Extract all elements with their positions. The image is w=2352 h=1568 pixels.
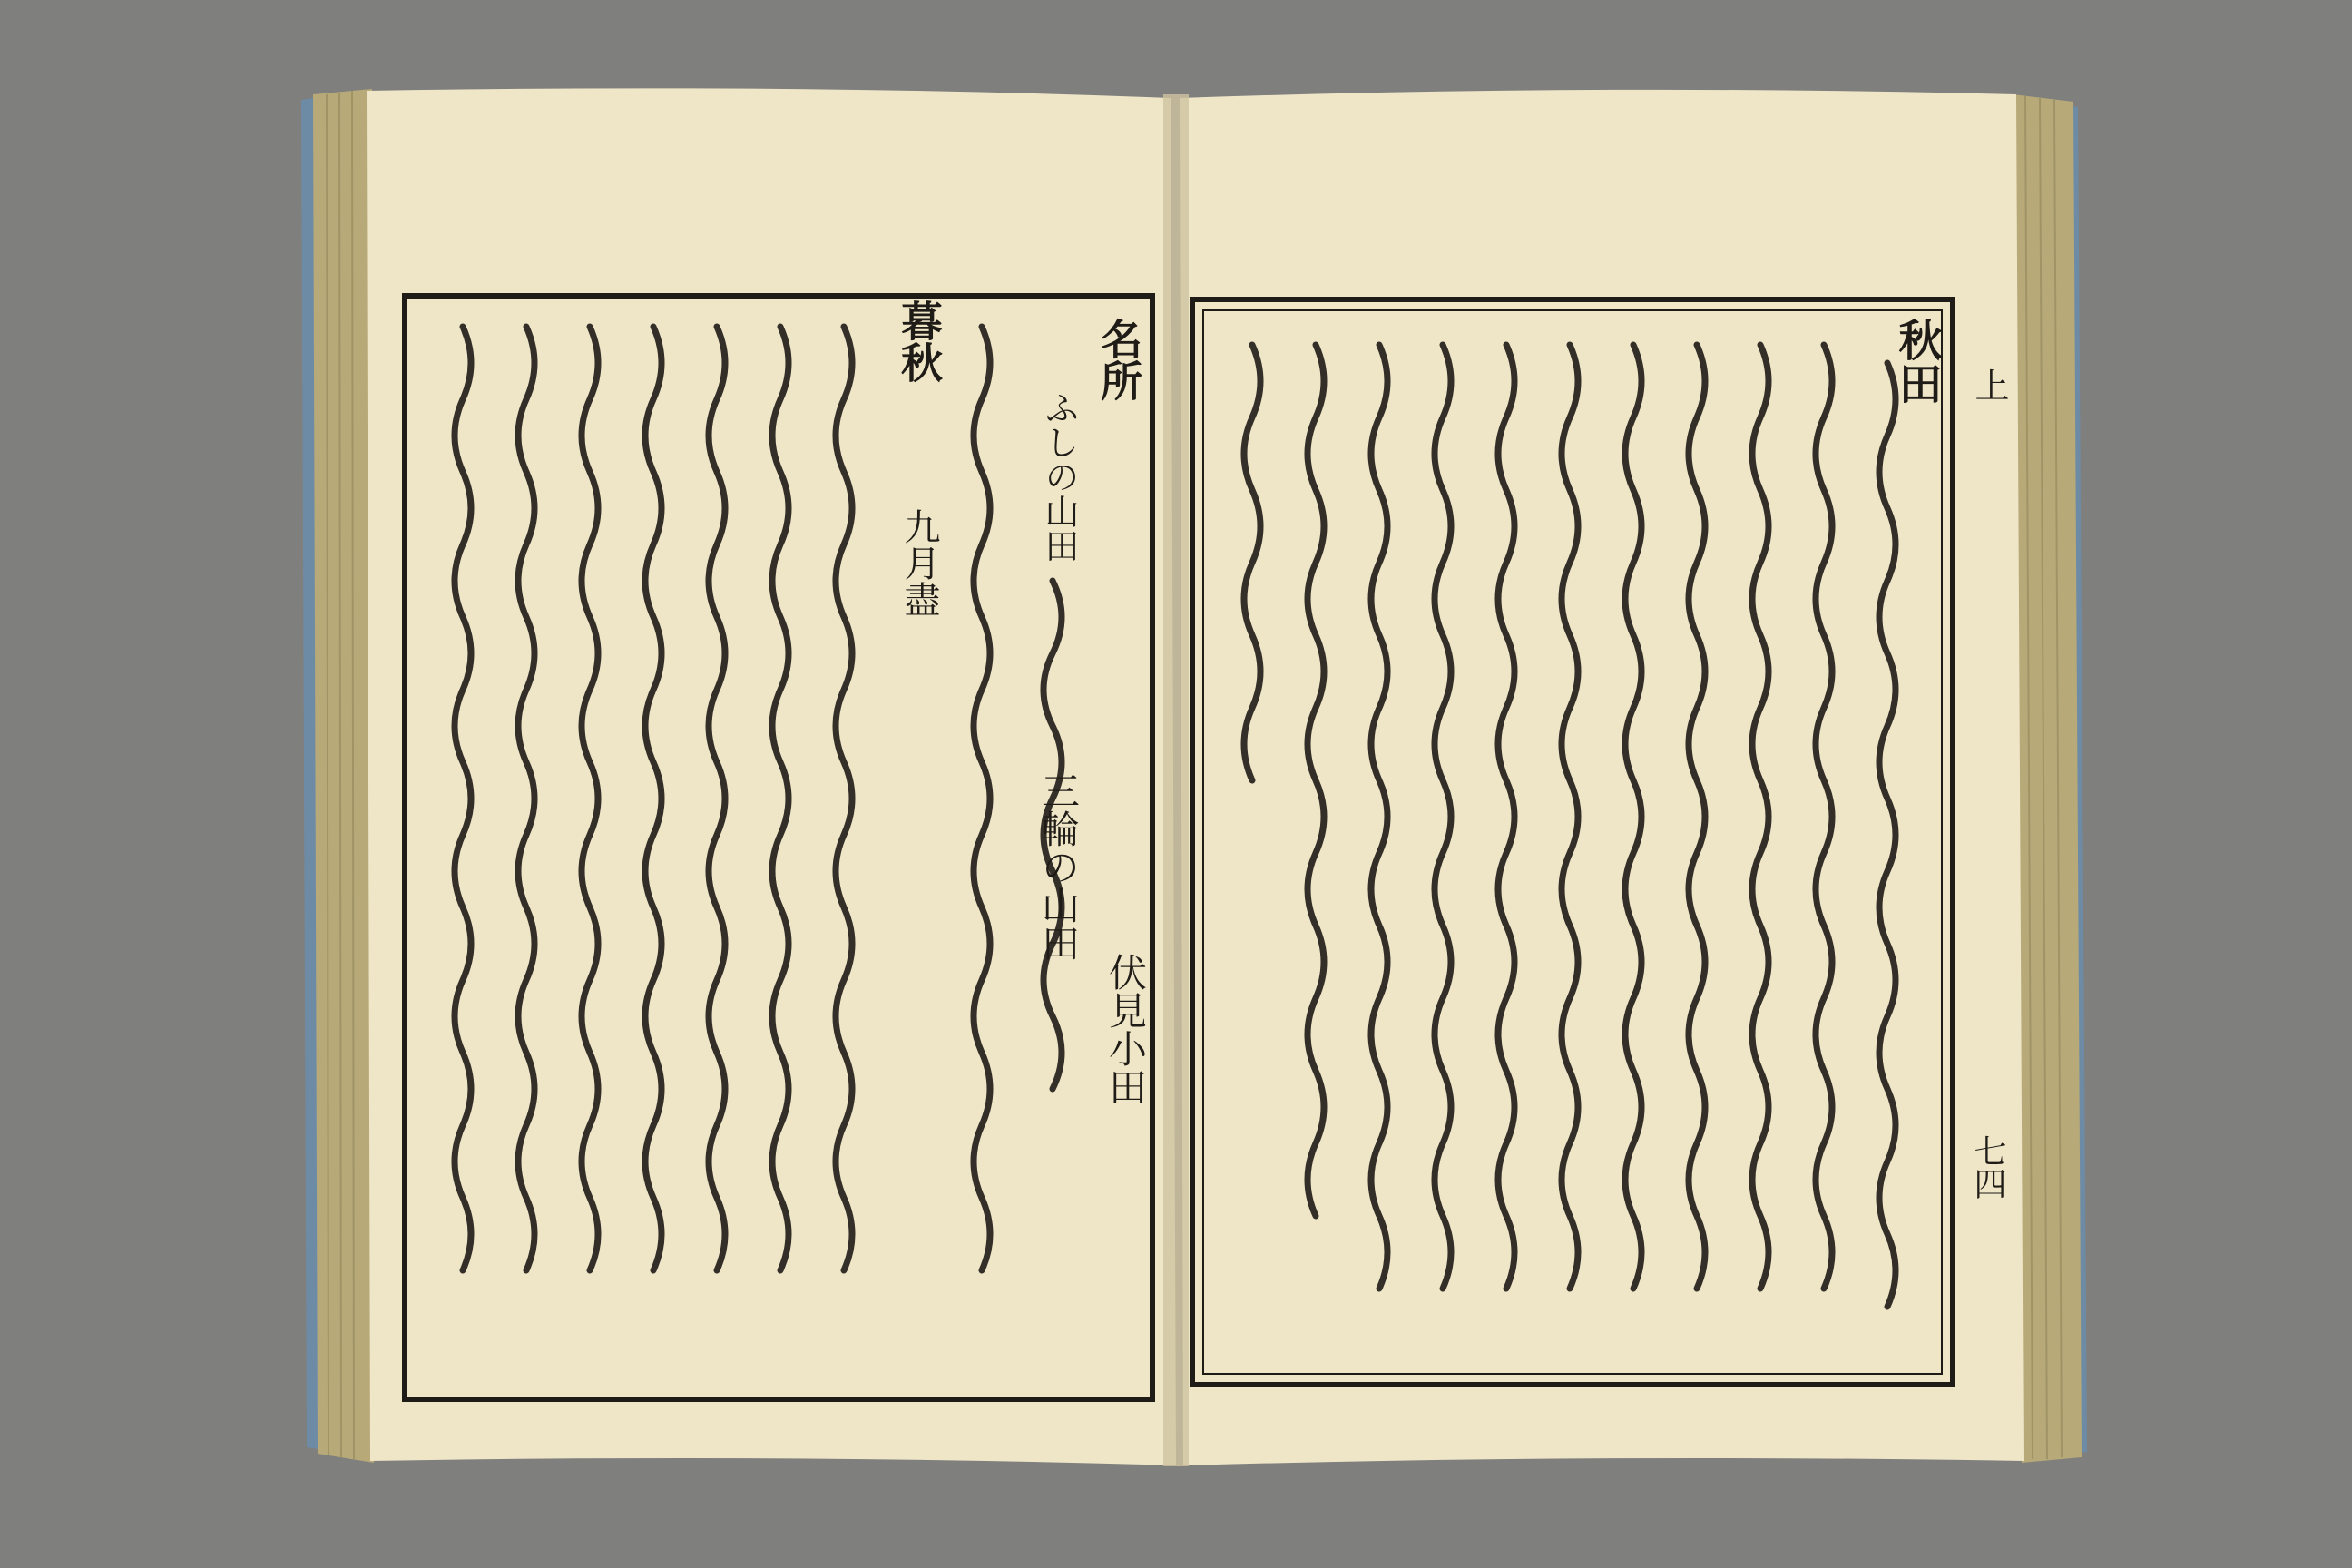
subheading: 九月盡: [898, 508, 940, 617]
place-name-fushimi: 伏見小田: [1103, 953, 1148, 1105]
right-page-heading: 秋田: [1891, 318, 1942, 405]
margin-upper-label: 上: [1969, 368, 2009, 402]
section-heading: 名所: [1094, 318, 1143, 401]
season-heading: 暮秋: [895, 299, 944, 383]
place-name-miwa: 三輪の山田: [1036, 771, 1081, 962]
margin-folio-number: 七四: [1969, 1134, 2006, 1200]
place-name-fushi: ふしの山田: [1039, 390, 1079, 563]
